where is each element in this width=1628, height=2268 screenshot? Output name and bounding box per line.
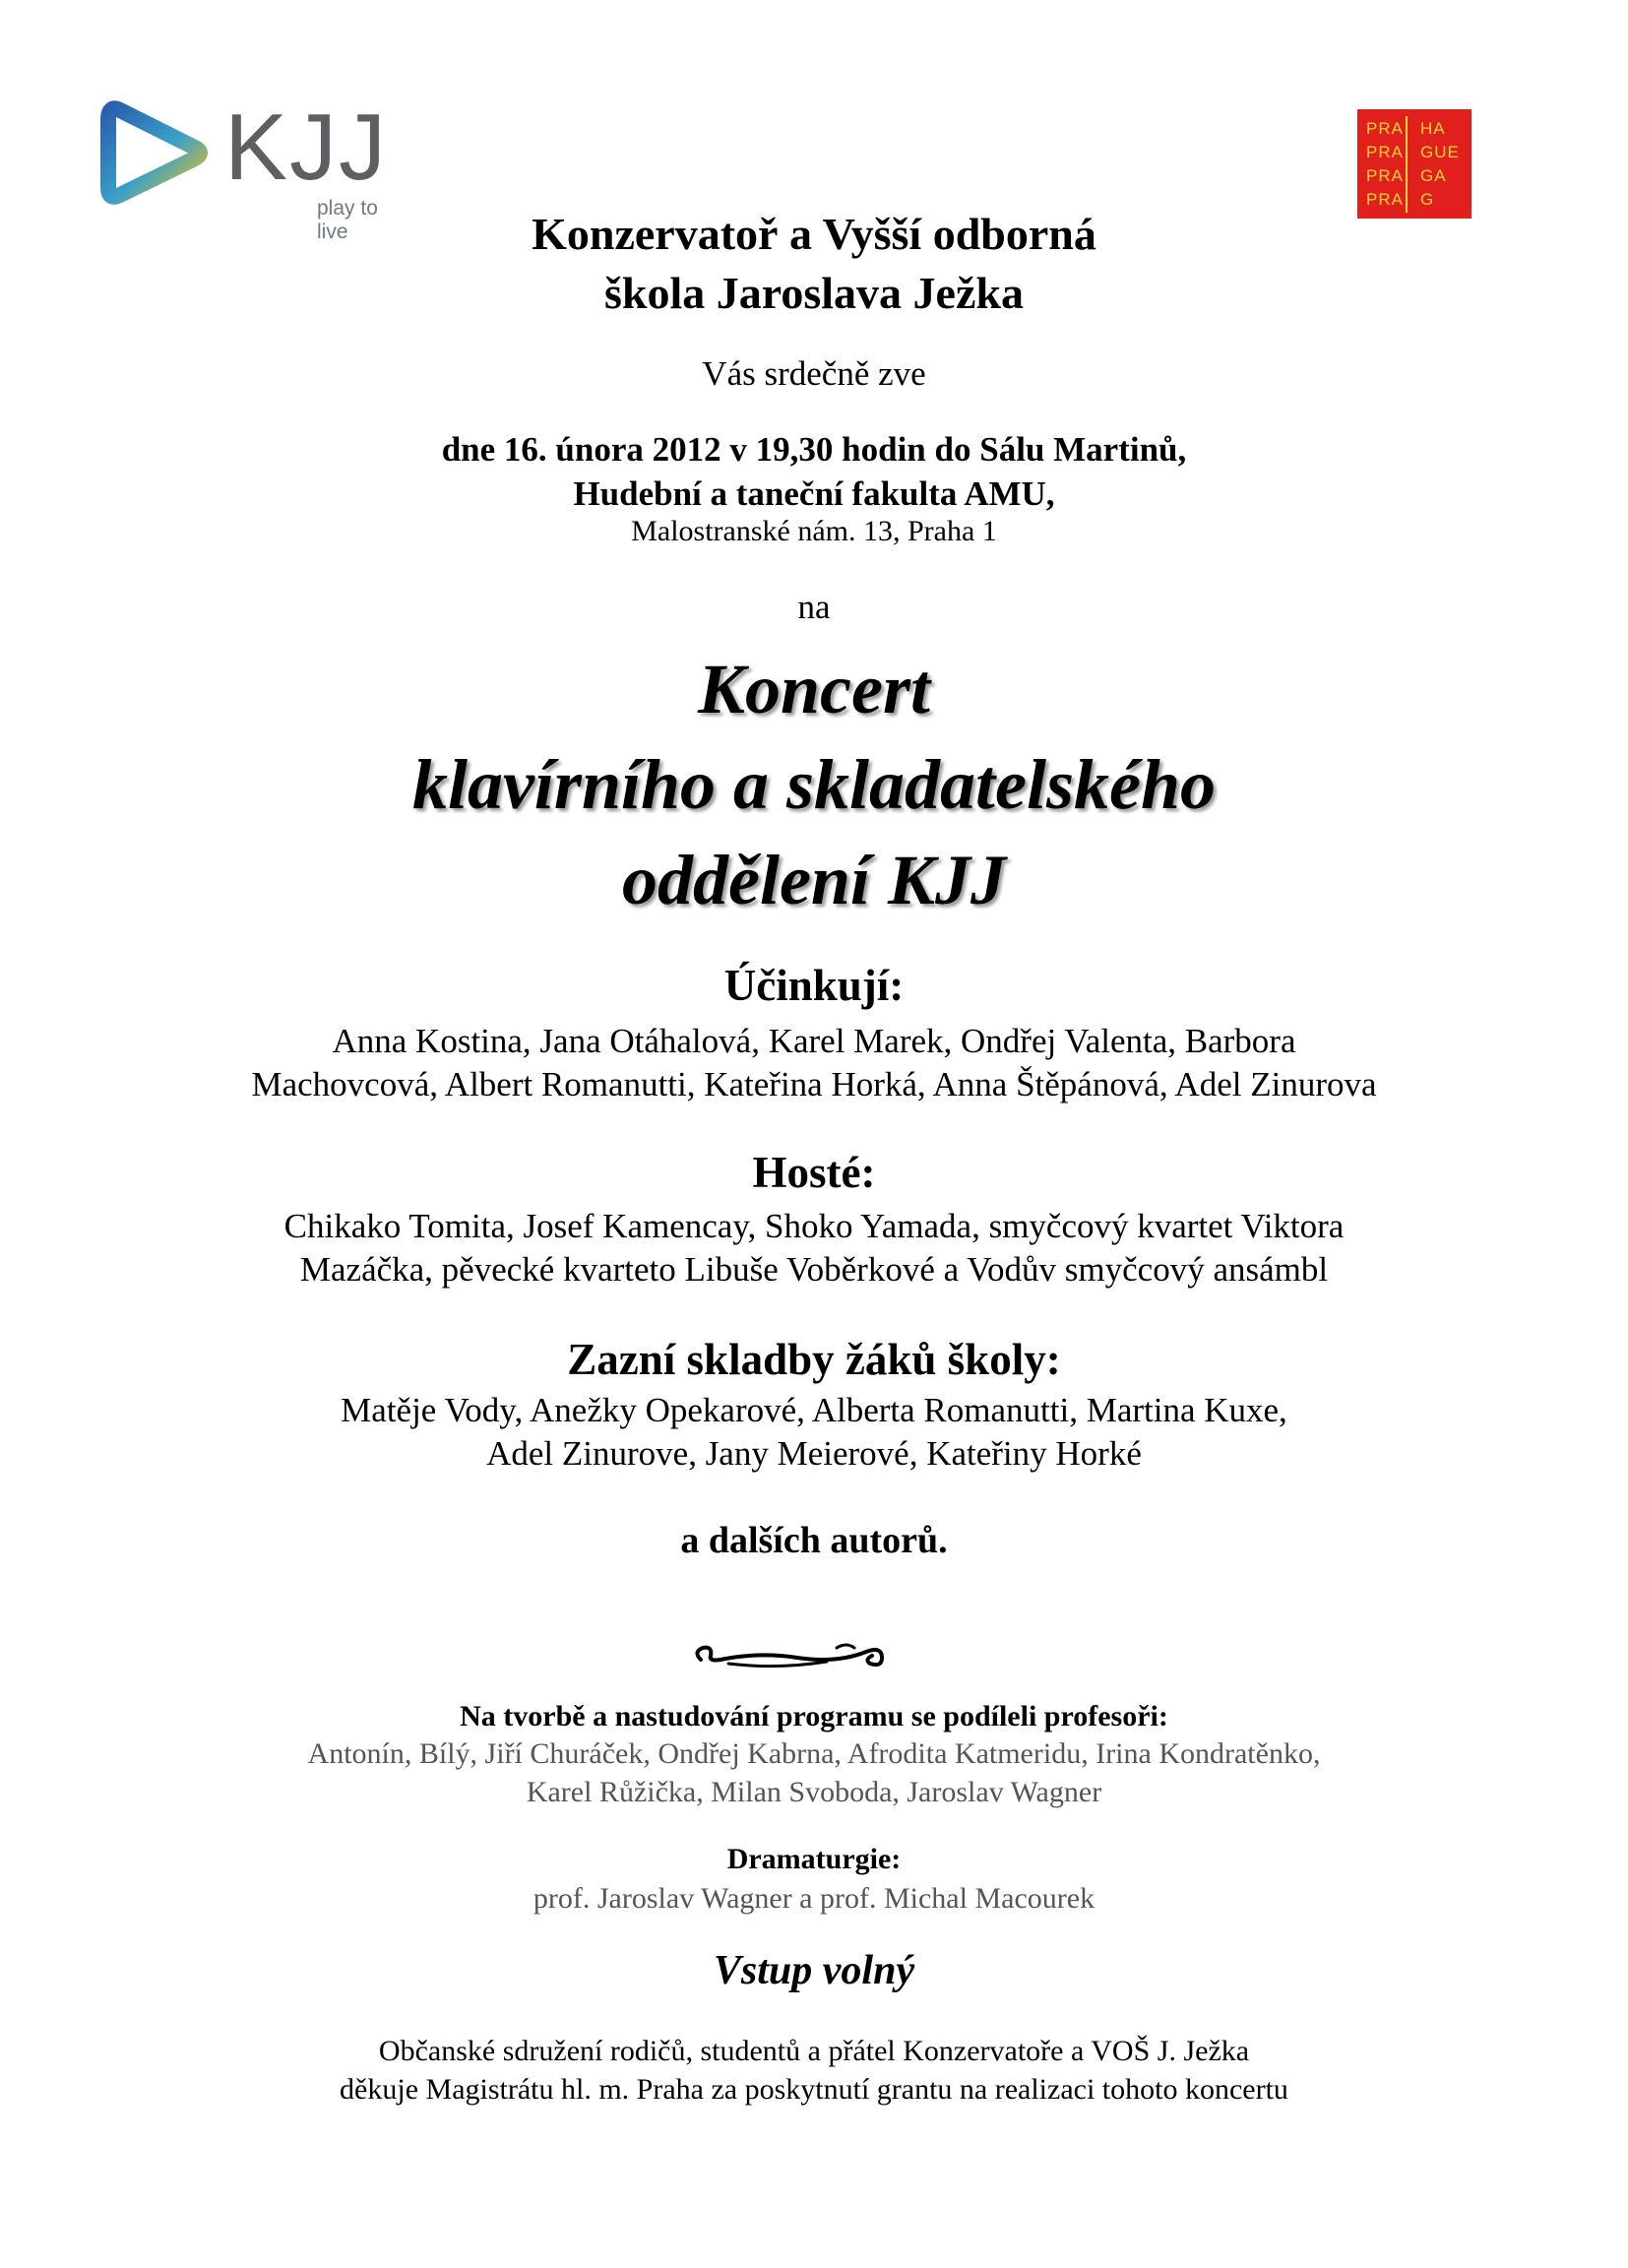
concert-title-line: Koncert — [697, 650, 930, 728]
praha-logo-text: PRA — [1366, 166, 1404, 185]
praha-logo-text: GUE — [1420, 143, 1460, 161]
concert-title-line: klavírního a skladatelského — [411, 745, 1217, 824]
acknowledgement-line: děkuje Magistrátu hl. m. Praha za poskytnutí grantu na realizaci tohoto koncertu — [340, 2073, 1288, 2106]
praha-logo-text: PRA — [1366, 119, 1404, 138]
performers-heading: Účinkují: — [723, 961, 905, 1010]
performers-line: Anna Kostina, Jana Otáhalová, Karel Marek, Ondřej Valenta, Barbora — [332, 1022, 1296, 1060]
praha-logo-row — [1366, 166, 1469, 190]
concert-title-line: oddělení KJJ — [622, 841, 1006, 919]
praha-logo-text: PRA — [1366, 190, 1404, 209]
professors-heading: Na tvorbě a nastudování programu se podíleli profesoři: — [460, 1700, 1168, 1732]
praha-logo-text: G — [1420, 190, 1435, 209]
pieces-heading: Zazní skladby žáků školy: — [567, 1335, 1061, 1384]
praha-logo-text: PRA — [1366, 143, 1404, 161]
praha-logo-text: HA — [1420, 119, 1446, 138]
flourish-divider-icon — [689, 1634, 896, 1677]
pieces-line: Matěje Vody, Anežky Opekarové, Alberta Romanutti, Martina Kuxe, — [341, 1391, 1287, 1429]
dramaturgy-text: prof. Jaroslav Wagner a prof. Michal Macourek — [532, 1882, 1096, 1915]
praha-logo-row — [1366, 119, 1469, 143]
invitation-text: Vás srdečně zve — [702, 354, 926, 393]
acknowledgement — [0, 2032, 1628, 2109]
praha-logo — [1357, 109, 1471, 219]
professors-line: Karel Růžička, Milan Svoboda, Jaroslav Wagner — [526, 1776, 1102, 1808]
guests-list — [0, 1205, 1628, 1292]
professors-line: Antonín, Bílý, Jiří Churáček, Ondřej Kabrna, Afrodita Katmeridu, Irina Kondratěnko, — [307, 1737, 1321, 1770]
event-date-venue — [0, 427, 1628, 516]
acknowledgement-line: Občanské sdružení rodičů, studentů a přátel Konzervatoře a VOŠ J. Ježka — [378, 2035, 1250, 2067]
performers-list — [0, 1020, 1628, 1106]
guests-heading: Hosté: — [752, 1148, 876, 1197]
play-triangle-icon — [98, 96, 215, 207]
kjj-wordmark: KJJ — [224, 94, 389, 200]
professors-list — [0, 1734, 1628, 1811]
event-date-line: dne 16. února 2012 v 19,30 hodin do Sálu Martinů, — [441, 430, 1187, 469]
performers-line: Machovcová, Albert Romanutti, Kateřina Horká, Anna Štěpánová, Adel Zinurova — [251, 1065, 1377, 1103]
school-name-line: škola Jaroslava Ježka — [604, 268, 1024, 318]
other-authors-text: a dalších autorů. — [680, 1520, 948, 1561]
free-entry-text: Vstup volný — [713, 1948, 915, 1993]
concert-title — [0, 642, 1628, 928]
school-name-line: Konzervatoř a Vyšší odborná — [532, 209, 1096, 259]
praha-logo-text: GA — [1420, 166, 1447, 185]
praha-logo-row — [1366, 143, 1469, 166]
pieces-line: Adel Zinurove, Jany Meierové, Kateřiny Horké — [486, 1434, 1142, 1473]
na-text: na — [797, 588, 831, 626]
school-name — [0, 205, 1628, 323]
venue-address: Malostranské nám. 13, Praha 1 — [631, 515, 997, 547]
guests-line: Mazáčka, pěvecké kvarteto Libuše Voběrkové a Vodův smyčcový ansámbl — [299, 1250, 1329, 1289]
guests-line: Chikako Tomita, Josef Kamencay, Shoko Yamada, smyčcový kvartet Viktora — [283, 1207, 1345, 1245]
dramaturgy-heading: Dramaturgie: — [726, 1843, 902, 1875]
kjj-tagline: play to live — [317, 197, 378, 243]
pieces-list — [0, 1389, 1628, 1476]
event-venue-line: Hudební a taneční fakulta AMU, — [573, 474, 1055, 513]
